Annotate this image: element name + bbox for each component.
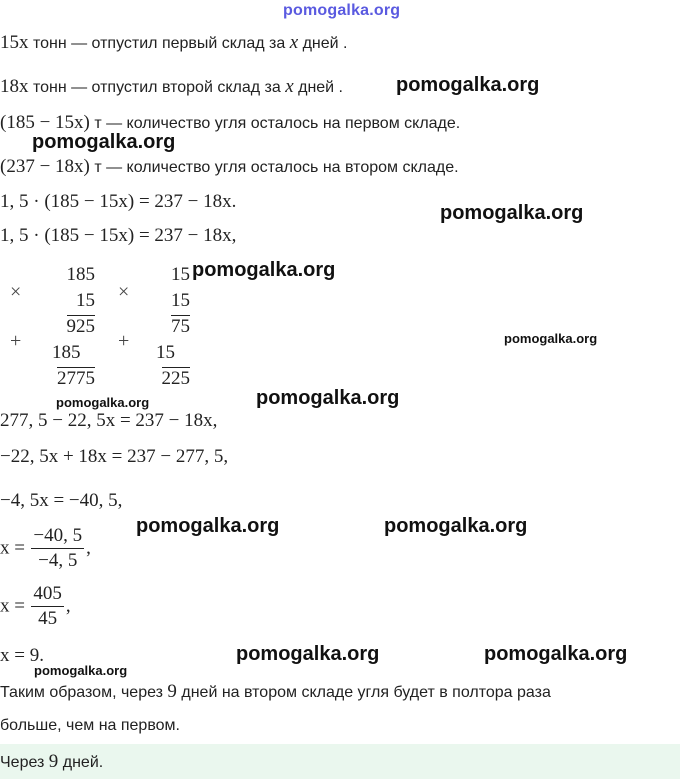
calc-a3: 925 [66, 316, 95, 337]
conclusion-line-2: больше, чем на первом. [0, 717, 180, 734]
expr-18x: 18x [0, 76, 29, 97]
line-3-text: т — количество угля осталось на первом складе. [89, 115, 461, 132]
watermark: pomogalka.org [34, 663, 128, 678]
watermark: pomogalka.org [396, 74, 540, 96]
eq6-end: , [86, 537, 91, 559]
line-3-expr: (185 − 15x) [0, 112, 90, 133]
equation-1: 1, 5 · (185 − 15x) = 237 − 18x. [0, 191, 237, 212]
eq7-lhs: x = [0, 595, 25, 617]
line-4-text: т — количество угля осталось на втором складе. [89, 159, 459, 176]
conclusion-p2: дней на втором складе угля будет в полтора раза [176, 684, 551, 701]
equation-5: −4, 5x = −40, 5, [0, 490, 123, 511]
line-1-text: тонн — отпустил первый склад за [28, 35, 290, 52]
fraction-2-den: 45 [38, 608, 58, 629]
equation-6 [0, 524, 91, 573]
watermark: pomogalka.org [236, 643, 380, 665]
line-1-end: дней . [298, 35, 348, 52]
watermark: pomogalka.org [32, 131, 176, 153]
watermark: pomogalka.org [56, 395, 150, 410]
eq7-end: , [65, 595, 71, 617]
watermark: pomogalka.org [484, 643, 628, 665]
answer-num: 9 [48, 751, 59, 772]
calc-b3: 75 [171, 316, 190, 337]
watermark: pomogalka.org [136, 515, 280, 537]
calc-column-b [156, 262, 190, 392]
conclusion-num: 9 [167, 681, 177, 702]
line-2-var: x [285, 76, 294, 97]
fraction-2 [31, 582, 64, 631]
calc-a1: 185 [66, 264, 95, 285]
conclusion-line-1 [0, 681, 551, 703]
equation-7 [0, 582, 71, 631]
calc-b5: 225 [161, 368, 190, 389]
line-4 [0, 156, 459, 178]
calc-b1: 15 [171, 264, 190, 285]
watermark: pomogalka.org [504, 331, 598, 346]
calc-b4: 15 [156, 342, 175, 363]
equation-4: −22, 5x + 18x = 237 − 277, 5, [0, 446, 229, 467]
times-sign: × [118, 281, 130, 303]
conclusion-p1: Таким образом, через [0, 684, 168, 701]
line-2 [0, 76, 343, 98]
watermark: pomogalka.org [256, 387, 400, 409]
answer-p1: Через [0, 754, 49, 771]
eq6-lhs: x = [0, 537, 25, 559]
equation-2: 1, 5 · (185 − 15x) = 237 − 18x, [0, 225, 237, 246]
equation-3: 277, 5 − 22, 5x = 237 − 18x, [0, 410, 218, 431]
calc-a2: 15 [76, 290, 95, 311]
watermark: pomogalka.org [192, 259, 336, 281]
fraction-2-num: 405 [31, 582, 64, 607]
plus-sign: + [10, 330, 22, 352]
calc-b2: 15 [171, 290, 190, 311]
line-2-end: дней . [293, 79, 343, 96]
line-4-expr: (237 − 18x) [0, 156, 90, 177]
watermark-top[interactable]: pomogalka.org [283, 2, 401, 19]
expr-15x: 15x [0, 32, 29, 53]
equation-8: x = 9. [0, 645, 44, 666]
line-1 [0, 32, 347, 54]
fraction-1-den: −4, 5 [38, 550, 78, 571]
calc-column-a [52, 262, 95, 392]
times-sign: × [10, 281, 22, 303]
plus-sign: + [118, 330, 130, 352]
answer-p2: дней. [58, 754, 104, 771]
line-2-text: тонн — отпустил второй склад за [28, 79, 286, 96]
answer-box [0, 744, 680, 779]
fraction-1-num: −40, 5 [31, 524, 84, 549]
line-1-var: x [289, 32, 299, 53]
fraction-1 [31, 524, 84, 573]
calc-a5: 2775 [57, 368, 95, 389]
answer-text [0, 751, 103, 773]
calc-a4: 185 [52, 342, 81, 363]
watermark: pomogalka.org [384, 515, 528, 537]
watermark: pomogalka.org [440, 202, 584, 224]
